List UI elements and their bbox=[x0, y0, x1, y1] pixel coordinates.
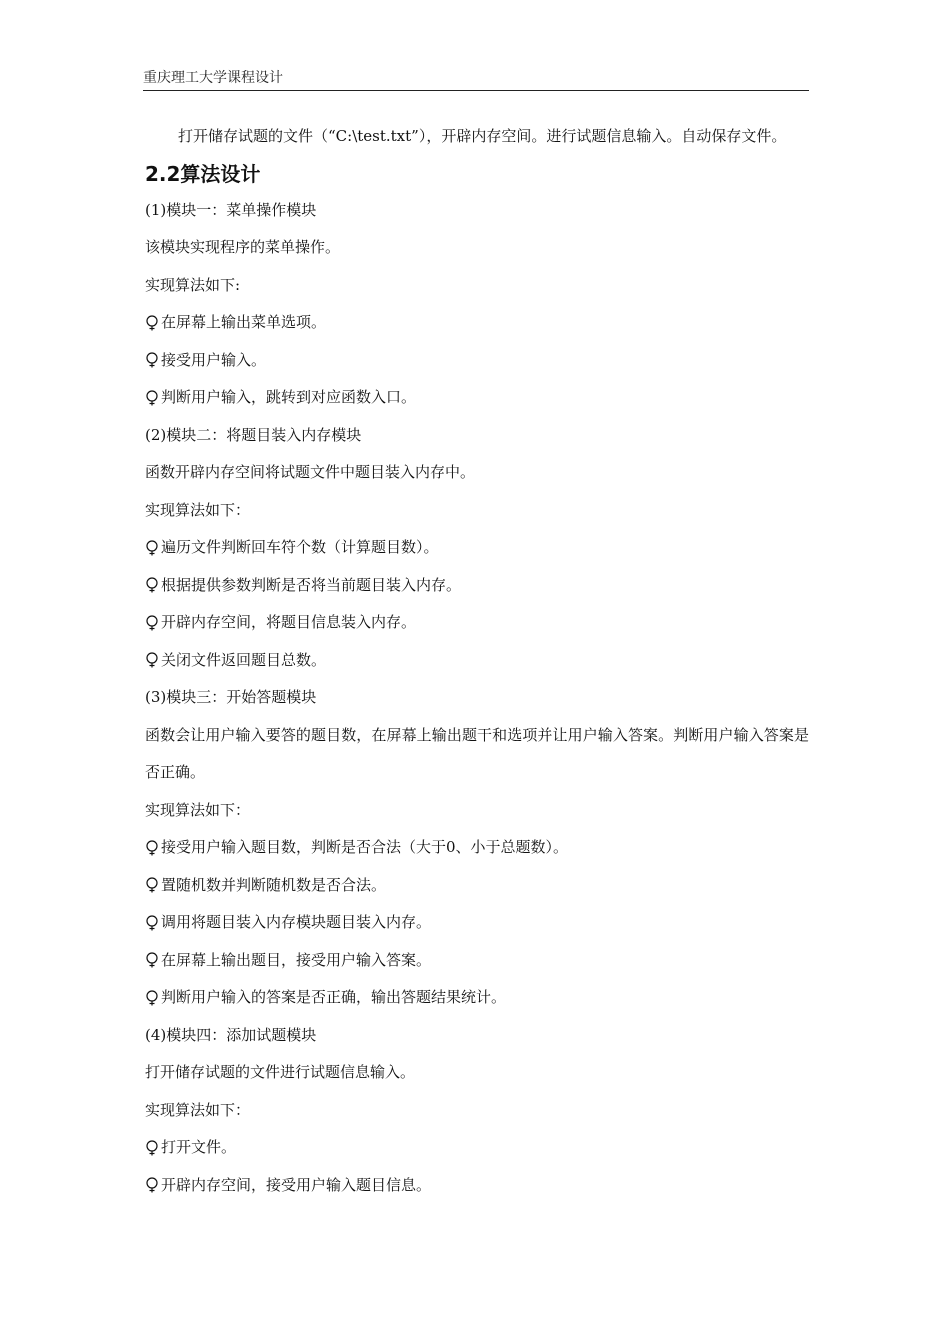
list-item bbox=[145, 942, 809, 980]
list-item-text: 判断用户输入的答案是否正确，输出答题结果统计。 bbox=[161, 988, 507, 1006]
module4-description: 打开储存试题的文件进行试题信息输入。 bbox=[145, 1063, 416, 1081]
list-item bbox=[145, 529, 809, 567]
list-item-text: 接受用户输入。 bbox=[161, 350, 267, 369]
female-sign-bullet-icon bbox=[145, 315, 159, 331]
female-sign-bullet-icon bbox=[145, 952, 159, 968]
female-sign-bullet-icon bbox=[145, 540, 159, 556]
module3-description: 函数会让用户输入要答的题目数，在屏幕上输出题干和选项并让用户输入答案。判断用户输入答案是否正确。 bbox=[145, 725, 809, 781]
list-item-text: 开辟内存空间，将题目信息装入内存。 bbox=[161, 613, 417, 631]
list-item bbox=[145, 604, 809, 642]
document-body bbox=[145, 118, 809, 1204]
module3-algorithm-label: 实现算法如下： bbox=[145, 800, 251, 819]
list-item bbox=[145, 829, 809, 867]
list-item bbox=[145, 979, 809, 1017]
intro-paragraph: 打开储存试题的文件（“C:\test.txt”），开辟内存空间。进行试题信息输入。自动保存文件。 bbox=[178, 127, 787, 145]
list-item bbox=[145, 342, 809, 380]
list-item bbox=[145, 1129, 809, 1167]
list-item bbox=[145, 379, 809, 417]
female-sign-bullet-icon bbox=[145, 352, 159, 368]
list-item-text: 在屏幕上输出题目，接受用户输入答案。 bbox=[161, 950, 432, 969]
list-item bbox=[145, 567, 809, 605]
header-title: 重庆理工大学课程设计 bbox=[143, 70, 283, 86]
module4-title: (4)模块四：添加试题模块 bbox=[145, 1025, 317, 1044]
page-header bbox=[143, 70, 809, 91]
list-item bbox=[145, 642, 809, 680]
module1-description: 该模块实现程序的菜单操作。 bbox=[145, 238, 341, 256]
module1-algorithm-label: 实现算法如下: bbox=[145, 275, 241, 294]
list-item-text: 接受用户输入题目数，判断是否合法（大于0、小于总题数）。 bbox=[161, 838, 569, 856]
female-sign-bullet-icon bbox=[145, 877, 159, 893]
module1-title: (1)模块一：菜单操作模块 bbox=[145, 200, 317, 219]
list-item-text: 置随机数并判断随机数是否合法。 bbox=[161, 875, 387, 894]
list-item-text: 开辟内存空间，接受用户输入题目信息。 bbox=[161, 1175, 432, 1194]
female-sign-bullet-icon bbox=[145, 915, 159, 931]
module3-title: (3)模块三：开始答题模块 bbox=[145, 688, 317, 706]
list-item-text: 在屏幕上输出菜单选项。 bbox=[161, 313, 327, 331]
list-item-text: 打开文件。 bbox=[161, 1138, 237, 1156]
list-item bbox=[145, 1167, 809, 1205]
module4-algorithm-label: 实现算法如下： bbox=[145, 1100, 251, 1119]
female-sign-bullet-icon bbox=[145, 615, 159, 631]
female-sign-bullet-icon bbox=[145, 840, 159, 856]
module2-title: (2)模块二：将题目装入内存模块 bbox=[145, 425, 362, 444]
module2-description: 函数开辟内存空间将试题文件中题目装入内存中。 bbox=[145, 463, 476, 481]
list-item-text: 关闭文件返回题目总数。 bbox=[161, 650, 327, 669]
female-sign-bullet-icon bbox=[145, 390, 159, 406]
female-sign-bullet-icon bbox=[145, 1177, 159, 1193]
list-item bbox=[145, 904, 809, 942]
list-item-text: 根据提供参数判断是否将当前题目装入内存。 bbox=[161, 575, 462, 594]
module2-algorithm-label: 实现算法如下： bbox=[145, 500, 251, 519]
list-item-text: 遍历文件判断回车符个数（计算题目数）。 bbox=[161, 538, 439, 556]
list-item-text: 调用将题目装入内存模块题目装入内存。 bbox=[161, 913, 432, 931]
list-item bbox=[145, 304, 809, 342]
list-item-text: 判断用户输入，跳转到对应函数入口。 bbox=[161, 388, 417, 406]
female-sign-bullet-icon bbox=[145, 1140, 159, 1156]
female-sign-bullet-icon bbox=[145, 577, 159, 593]
female-sign-bullet-icon bbox=[145, 652, 159, 668]
section-heading: 2.2算法设计 bbox=[145, 161, 261, 186]
list-item bbox=[145, 867, 809, 905]
female-sign-bullet-icon bbox=[145, 990, 159, 1006]
